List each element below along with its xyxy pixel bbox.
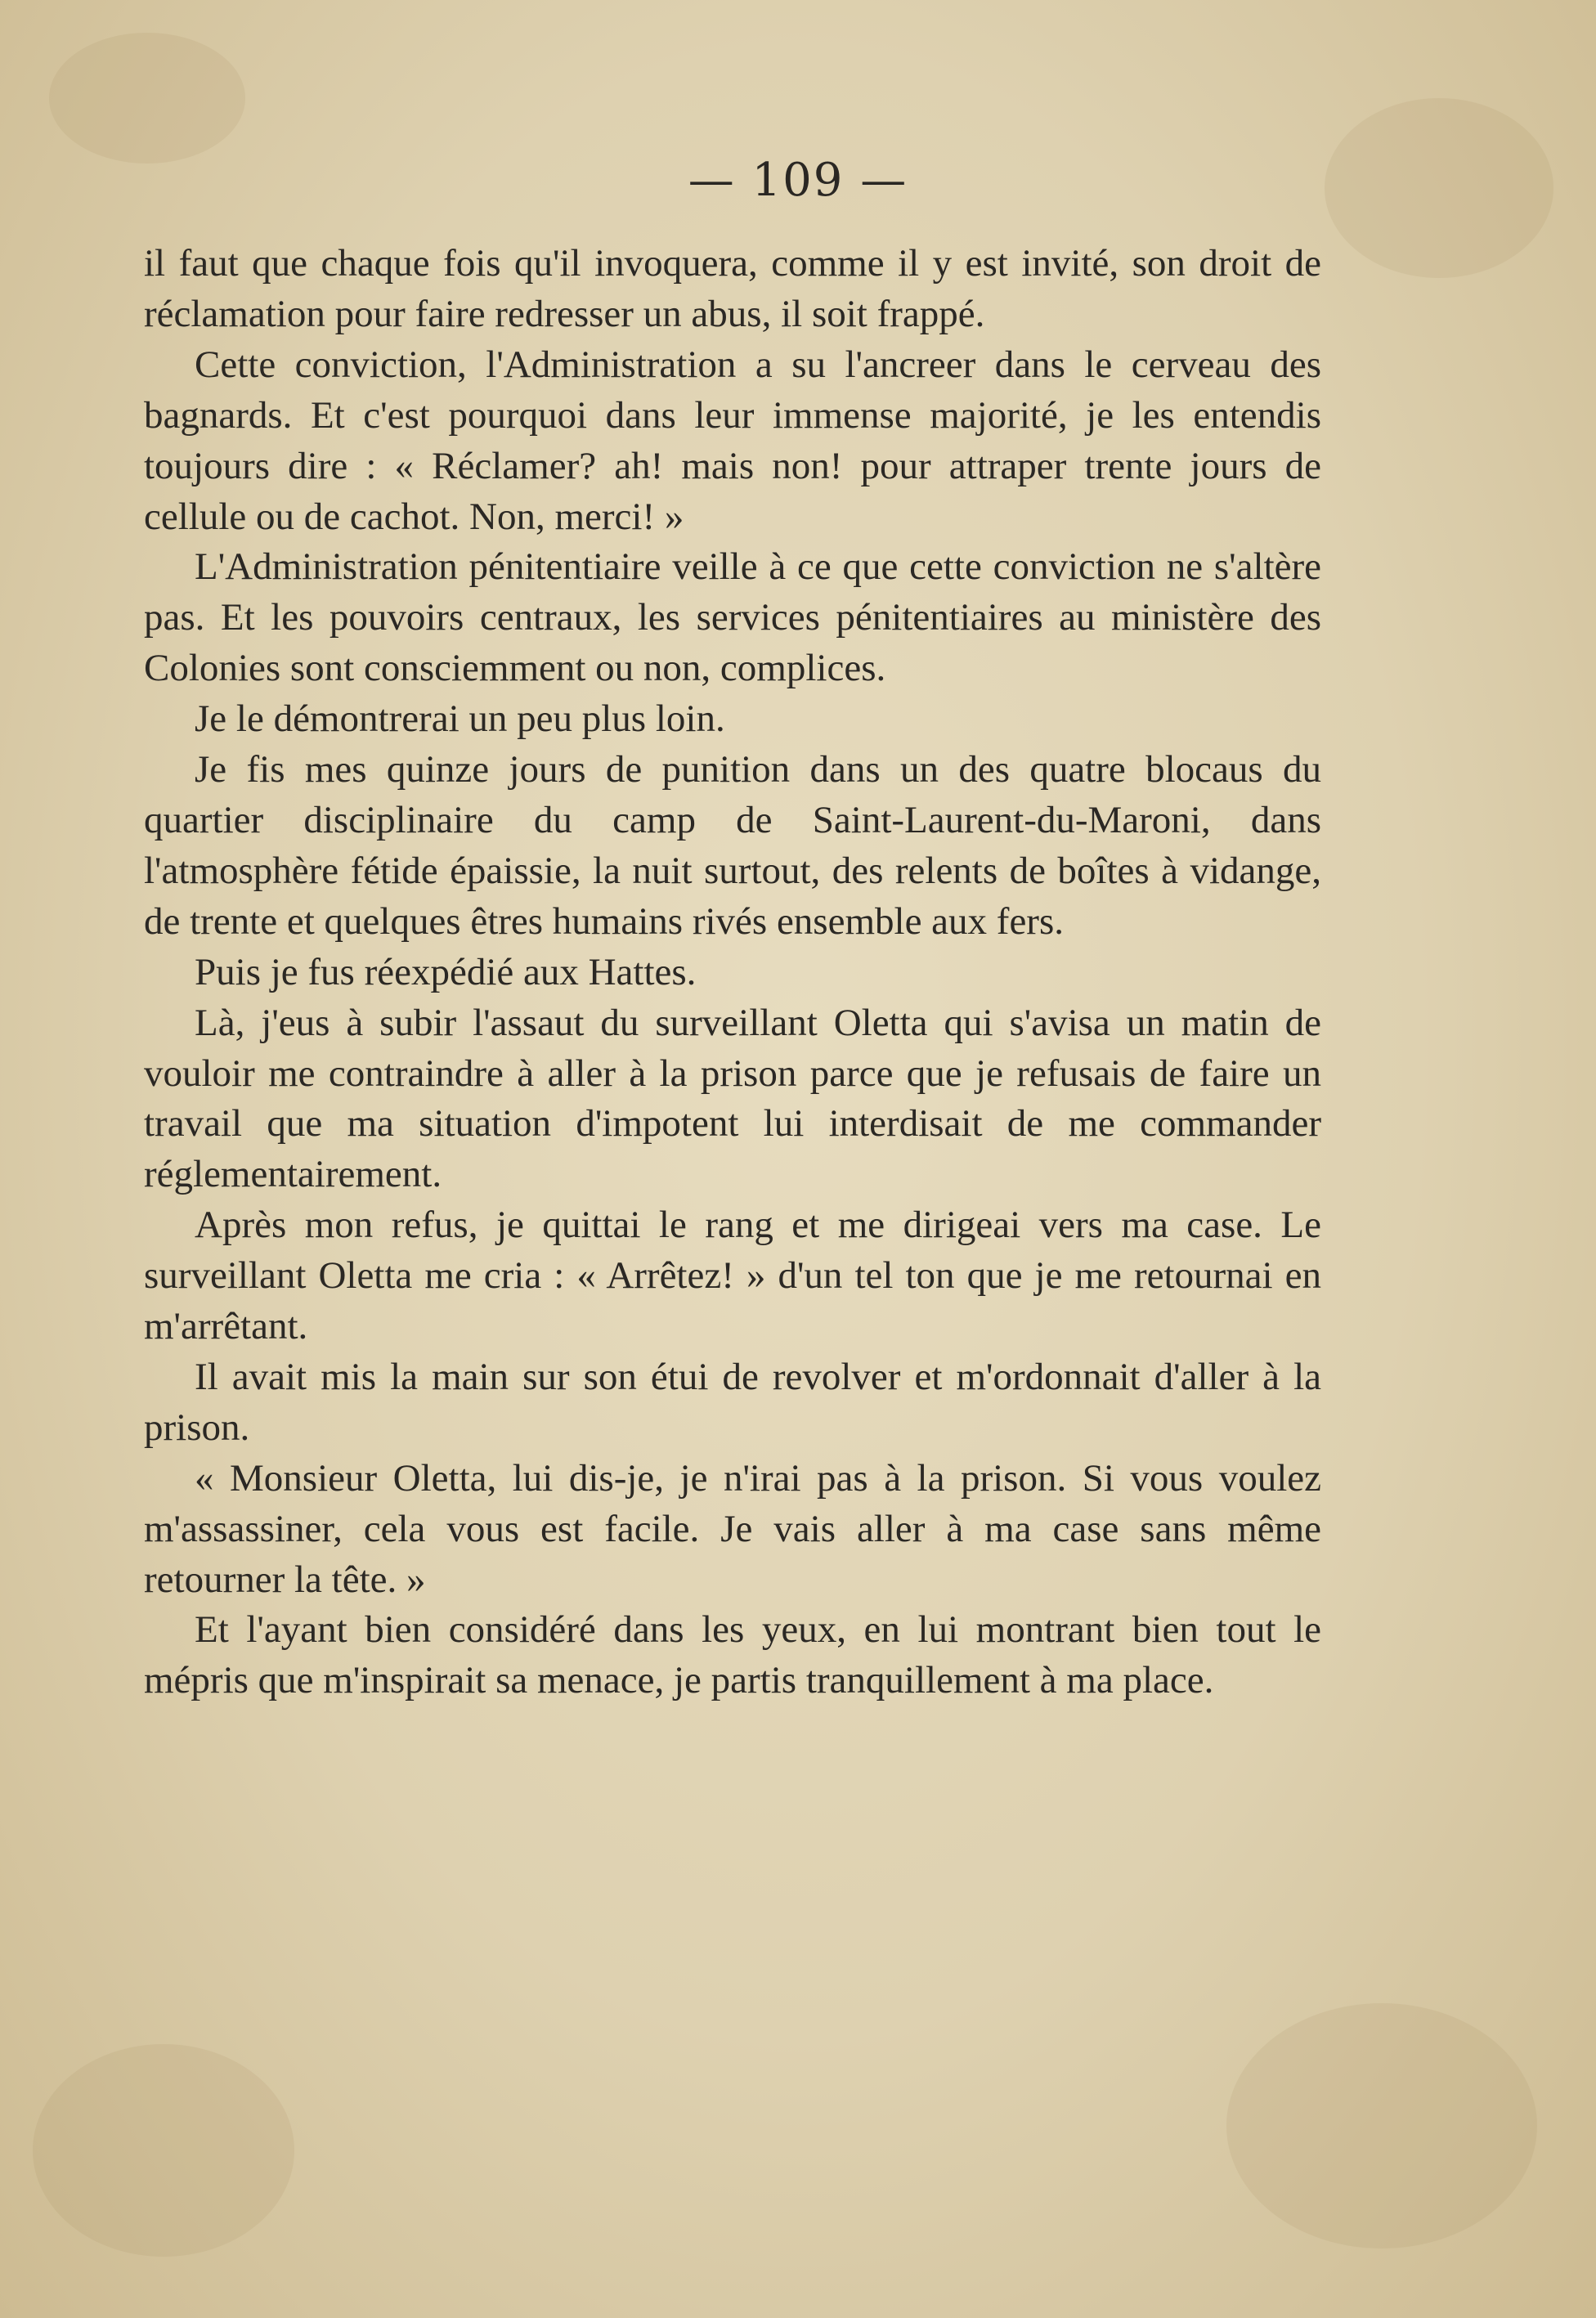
paragraph: Je fis mes quinze jours de punition dans un des quatre blocaus du quartier disciplinaire du camp de Saint-Laurent-du-Maroni, dans l'atmosphère fétide épaissie, la nuit surtout, des relents de boîtes à vidange, de trente et quelques êtres humains rivés ensemble aux fers. bbox=[144, 748, 1321, 943]
paper-stain bbox=[1226, 2003, 1537, 2249]
page-number: — 109 — bbox=[688, 154, 908, 207]
paragraph: Là, j'eus à subir l'assaut du surveillant Oletta qui s'avisa un matin de vouloir me contraindre à aller à la prison parce que je refusais de faire un travail que ma situation d'impotent lui interdisait de me commander réglementairement. bbox=[144, 1001, 1321, 1196]
paragraph: Il avait mis la main sur son étui de revolver et m'ordonnait d'aller à la prison. bbox=[144, 1355, 1321, 1449]
paper-stain bbox=[49, 33, 245, 164]
paragraph: Et l'ayant bien considéré dans les yeux, en lui montrant bien tout le mépris que m'inspirait sa menace, je partis tranquillement à ma place. bbox=[144, 1608, 1321, 1702]
paragraph: Puis je fus réexpédié aux Hattes. bbox=[195, 950, 697, 993]
paragraph: Après mon refus, je quittai le rang et me dirigeai vers ma case. Le surveillant Oletta me cria : « Arrêtez! » d'un tel ton que je me retournai en m'arrêtant. bbox=[144, 1204, 1321, 1348]
paragraph: Je le démontrerai un peu plus loin. bbox=[195, 697, 725, 741]
body-text bbox=[144, 239, 1321, 1706]
paragraph: « Monsieur Oletta, lui dis-je, je n'irai pas à la prison. Si vous voulez m'assassiner, cela vous est facile. Je vais aller à ma case sans même retourner la tête. » bbox=[144, 1456, 1321, 1601]
paragraph: il faut que chaque fois qu'il invoquera, comme il y est invité, son droit de réclamation pour faire redresser un abus, il soit frappé. bbox=[144, 242, 1321, 335]
paper-stain bbox=[33, 2044, 294, 2257]
paragraph: L'Administration pénitentiaire veille à ce que cette conviction ne s'altère pas. Et les pouvoirs centraux, les services pénitentiaires au ministère des Colonies sont consciemment ou non, complices. bbox=[144, 545, 1321, 690]
paragraph: Cette conviction, l'Administration a su l'ancreer dans le cerveau des bagnards. Et c'est pourquoi dans leur immense majorité, je les entendis toujours dire : « Réclamer? ah! mais non! pour attraper trente jours de cellule ou de cachot. Non, merci! » bbox=[144, 343, 1321, 538]
